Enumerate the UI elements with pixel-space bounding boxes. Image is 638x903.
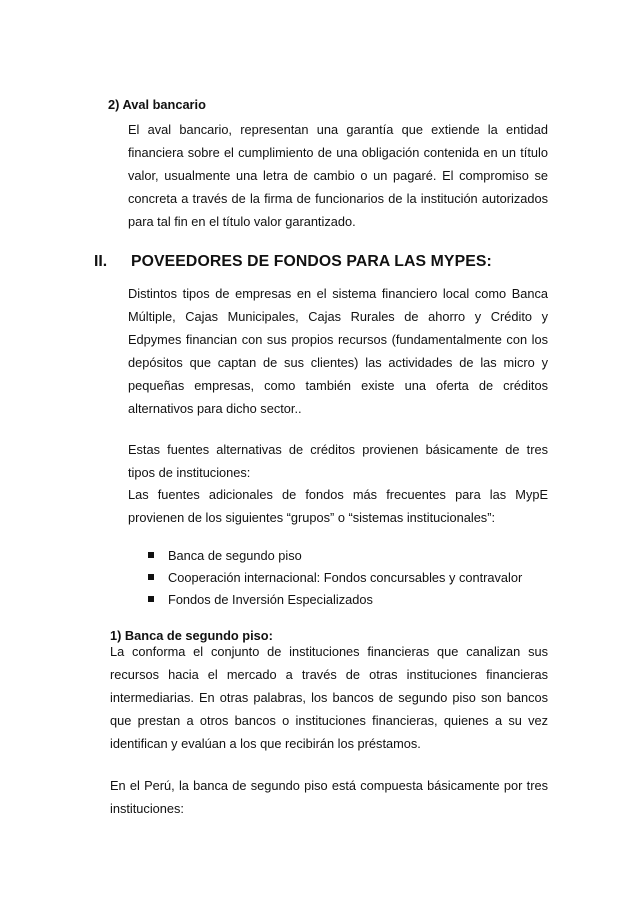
list-item: Cooperación internacional: Fondos concursables y contravalor (148, 567, 522, 589)
bullet-icon (148, 574, 154, 580)
banca-segundo-piso-heading: 1) Banca de segundo piso: (110, 628, 273, 643)
list-item: Fondos de Inversión Especializados (148, 589, 522, 611)
proveedores-paragraph-2: Estas fuentes alternativas de créditos provienen básicamente de tres tipos de instituciones: (128, 442, 548, 480)
bullet-icon (148, 552, 154, 558)
list-item: Banca de segundo piso (148, 545, 522, 567)
banca-paragraph-1: La conforma el conjunto de instituciones financieras que canalizan sus recursos hacia el mercado a través de otras instituciones financieras intermediarias. En otras palabras, los bancos de segundo piso son bancos que prestan a otros bancos o instituciones financieras, quienes a su vez identifican y evalúan a los que recibirán los préstamos. (110, 644, 548, 751)
aval-bancario-heading: 2) Aval bancario (108, 97, 206, 112)
banca-paragraph-2: En el Perú, la banca de segundo piso está compuesta básicamente por tres instituciones: (110, 778, 548, 816)
fuentes-list (148, 545, 522, 611)
section-title: POVEEDORES DE FONDOS PARA LAS MYPES: (131, 253, 492, 270)
bullet-icon (148, 596, 154, 602)
section-numeral: II. (94, 253, 108, 270)
proveedores-paragraph-1: Distintos tipos de empresas en el sistema financiero local como Banca Múltiple, Cajas Municipales, Cajas Rurales de ahorro y Crédito y Edpymes financian con sus propios recursos (fundamentalmente con los depósitos que captan de sus clientes) las actividades de las micro y pequeñas empresas, como también existe una oferta de créditos alternativos para dicho sector.. (128, 286, 548, 416)
aval-bancario-text: El aval bancario, representan una garantía que extiende la entidad financiera sobre el cumplimiento de una obligación contenida en un título valor, usualmente una letra de cambio o un pagaré. El compromiso se concreta a través de la firma de funcionarios de la institución autorizados para tal fin en el título valor garantizado. (128, 122, 548, 229)
proveedores-paragraph-3: Las fuentes adicionales de fondos más frecuentes para las MypE provienen de los siguientes “grupos” o “sistemas institucionales”: (128, 487, 548, 525)
